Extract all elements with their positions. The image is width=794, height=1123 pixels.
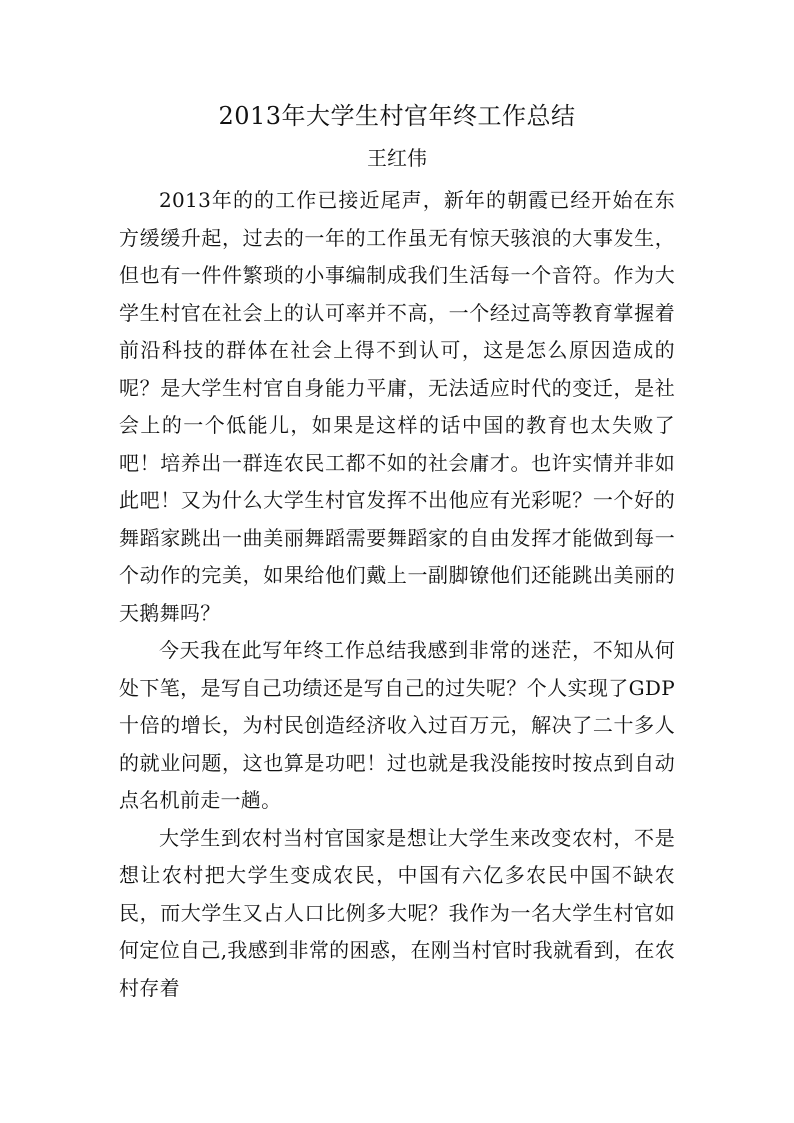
author-name: 王红伟 [367,146,427,170]
paragraph: 今天我在此写年终工作总结我感到非常的迷茫，不知从何处下笔，是写自己功绩还是写自己的过失呢？个人实现了GDP十倍的增长，为村民创造经济收入过百万元，解决了二十多人的就业问题，这也算是功吧！过也就是我没能按时按点到自动点名机前走一趟。 [119,638,675,812]
document-body [119,182,675,1007]
document-title: 2013年大学生村官年终工作总结 [218,102,576,130]
paragraph: 2013年的的工作已接近尾声，新年的朝霞已经开始在东方缓缓升起，过去的一年的工作虽无有惊天骇浪的大事发生，但也有一件件繁琐的小事编制成我们生活每一个音符。作为大学生村官在社会上的认可率并不高，一个经过高等教育掌握着前沿科技的群体在社会上得不到认可，这是怎么原因造成的呢？是大学生村官自身能力平庸，无法适应时代的变迁，是社会上的一个低能儿，如果是这样的话中国的教育也太失败了吧！培养出一群连农民工都不如的社会庸才。也许实情并非如此吧！又为什么大学生村官发挥不出他应有光彩呢？一个好的舞蹈家跳出一曲美丽舞蹈需要舞蹈家的自由发挥才能做到每一个动作的完美，如果给他们戴上一副脚镣他们还能跳出美丽的天鹅舞吗？ [119,188,675,625]
paragraph: 大学生到农村当村官国家是想让大学生来改变农村，不是想让农村把大学生变成农民，中国有六亿多农民中国不缺农民，而大学生又占人口比例多大呢？我作为一名大学生村官如何定位自己,我感到非常的困惑，在刚当村官时我就看到，在农村存着 [119,825,675,1000]
